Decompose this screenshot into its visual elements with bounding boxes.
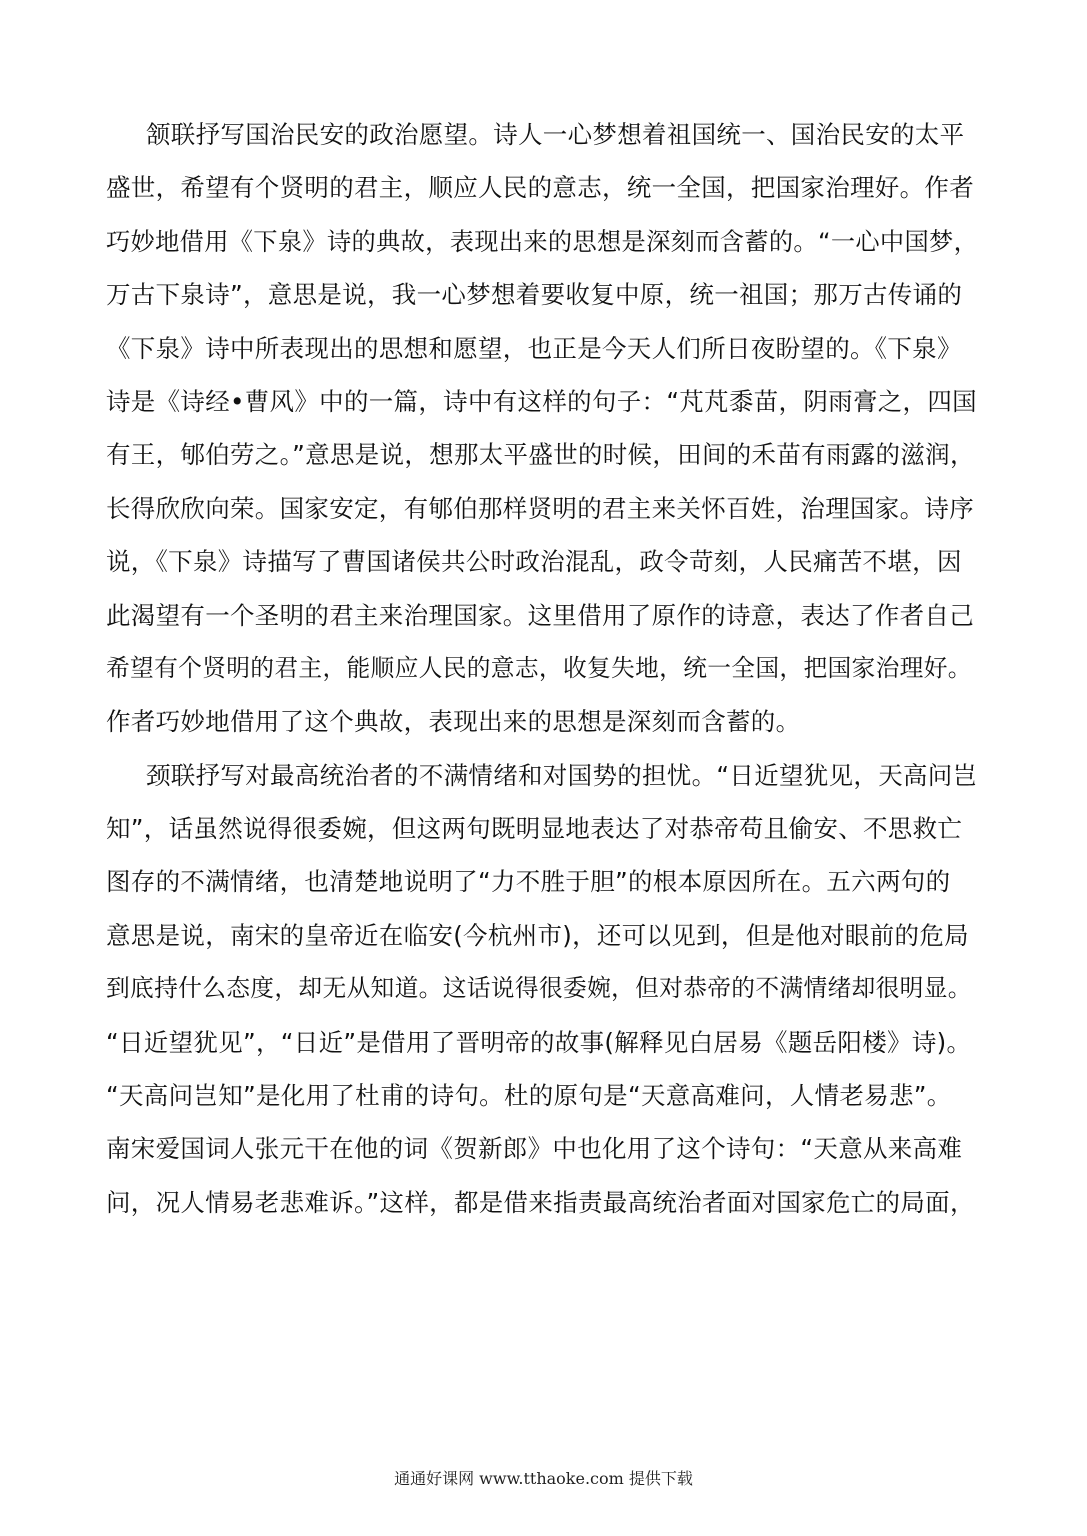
text-line: 颔联抒写国治民安的政治愿望。诗人一心梦想着祖国统一、国治民安的太平 [146, 120, 965, 149]
text-line: 作者巧妙地借用了这个典故，表现出来的思想是深刻而含蓄的。 [106, 707, 801, 737]
text-line: 此渴望有一个圣明的君主来治理国家。这里借用了原作的诗意，表达了作者自己 [106, 600, 974, 630]
text-line: 巧妙地借用《下泉》诗的典故，表现出来的思想是深刻而含蓄的。“一心中国梦， [106, 226, 979, 256]
text-line: 万古下泉诗”，意思是说，我一心梦想着要收复中原，统一祖国；那万古传诵的 [106, 280, 963, 310]
text-line: 盛世，希望有个贤明的君主，顺应人民的意志，统一全国，把国家治理好。作者 [106, 173, 974, 203]
text-line: 希望有个贤明的君主，能顺应人民的意志，收复失地，统一全国，把国家治理好。 [106, 653, 972, 682]
page-footer: 通通好课网 www.tthaoke.com 提供下载 [394, 1469, 693, 1488]
text-line: 意思是说，南宋的皇帝近在临安(今杭州市)，还可以见到，但是他对眼前的危局 [106, 920, 969, 950]
text-line: 知”，话虽然说得很委婉，但这两句既明显地表达了对恭帝苟且偷安、不思救亡 [106, 814, 963, 844]
text-line: 南宋爱国词人张元干在他的词《贺新郎》中也化用了这个诗句：“天意从来高难 [106, 1134, 963, 1164]
text-line: 说，《下泉》诗描写了曹国诸侯共公时政治混乱，政令苛刻，人民痛苦不堪，因 [106, 547, 962, 577]
text-line: 图存的不满情绪，也清楚地说明了“力不胜于胆”的根本原因所在。五六两句的 [106, 867, 951, 897]
document-body [106, 108, 980, 1229]
text-line: 到底持什么态度，却无从知道。这话说得很委婉，但对恭帝的不满情绪却很明显。 [106, 974, 972, 1003]
text-line: 有王，郇伯劳之。”意思是说，想那太平盛世的时候，田间的禾苗有雨露的滋润， [106, 440, 975, 470]
text-line: 问，况人情易老悲难诉。”这样，都是借来指责最高统治者面对国家危亡的局面， [106, 1187, 975, 1217]
text-line: 诗是《诗经•曹风》中的一篇，诗中有这样的句子：“芃芃黍苗，阴雨膏之，四国 [106, 386, 977, 416]
text-line: “天高问岂知”是化用了杜甫的诗句。杜的原句是“天意高难问，人情老易悲”。 [106, 1081, 952, 1111]
text-line: 《下泉》诗中所表现出的思想和愿望，也正是今天人们所日夜盼望的。《下泉》 [106, 333, 962, 363]
text-line: “日近望犹见”，“日近”是借用了晋明帝的故事(解释见白居易《题岳阳楼》诗)。 [106, 1027, 972, 1057]
text-line: 颈联抒写对最高统治者的不满情绪和对国势的担忧。“日近望犹见，天高问岂 [146, 760, 978, 790]
text-line: 长得欣欣向荣。国家安定，有郇伯那样贤明的君主来关怀百姓，治理国家。诗序 [106, 493, 974, 523]
